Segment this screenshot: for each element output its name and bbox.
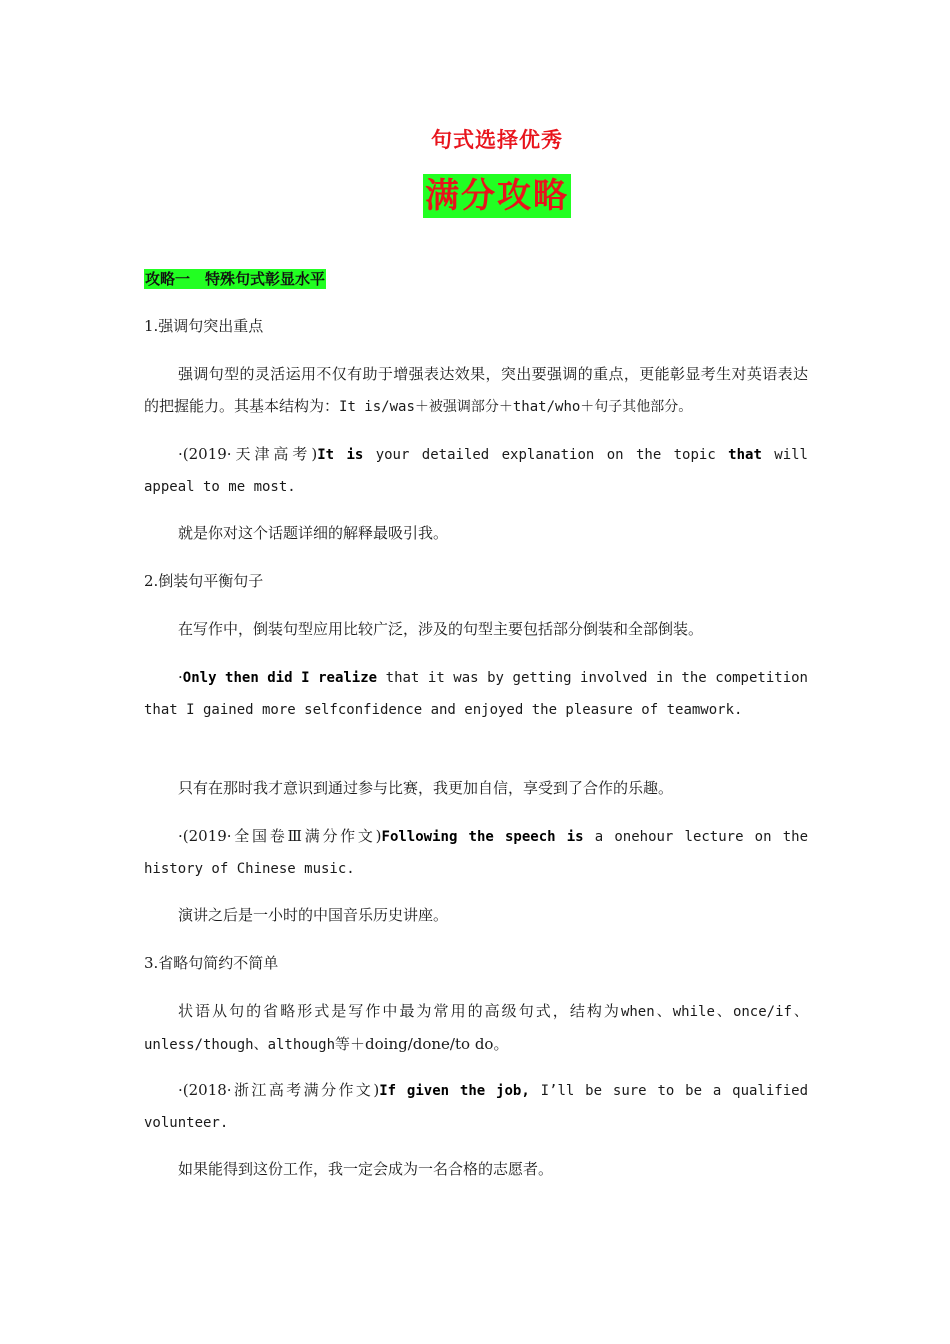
example-3-bold-1: Following the speech is — [381, 829, 584, 845]
example-4 — [144, 1074, 808, 1139]
translation-1: 就是你对这个话题详细的解释最吸引我。 — [178, 524, 449, 542]
example-2 — [144, 661, 808, 726]
section-heading — [144, 268, 326, 289]
translation-3: 演讲之后是一小时的中国音乐历史讲座。 — [178, 906, 449, 924]
paragraph-3-words-b: if、unless/though、although — [144, 1004, 808, 1053]
heading-3: 3.省略句简约不简单 — [144, 954, 279, 972]
example-4-source: ·(2018·浙江高考满分作文) — [178, 1081, 380, 1099]
translation-2: 只有在那时我才意识到通过参与比赛，我更加自信，享受到了合作的乐趣。 — [178, 779, 674, 797]
example-3-text-1: a onehour lecture on the history of Chinese music. — [144, 829, 808, 877]
example-1-bold-1: It is — [317, 447, 364, 463]
heading-2: 2.倒装句平衡句子 — [144, 572, 264, 590]
example-4-text-1: I’ll be sure to be a qualified volunteer. — [144, 1083, 808, 1131]
example-1-text-2: will appeal to me most. — [144, 447, 808, 495]
document-subtitle: 满分攻略 — [425, 176, 569, 216]
example-1 — [144, 438, 808, 503]
document-title: 句式选择优秀 — [431, 127, 563, 152]
example-2-source: · — [178, 668, 183, 686]
example-2-text-1: that it was by getting involved in the competition that I gained more selfconfidence and enjoyed the pleasure of teamwork. — [144, 670, 808, 718]
example-2-bold-1: Only then did I realize — [182, 670, 378, 686]
paragraph-3 — [144, 995, 808, 1061]
subtitle-wrap — [144, 174, 850, 218]
paragraph-1-formula: It is/was＋被强调部分＋that/who＋句子其他部分。 — [339, 399, 693, 415]
paragraph-3-words-c: 等＋doing/done/to do。 — [335, 1035, 509, 1053]
paragraph-1-line-a: 强调句型的灵活运用不仅有助于增强表达效果，突出要强调的重点，更能彰显考生对 — [178, 365, 747, 383]
paragraph-1-line-b: 英语表达的把握能力。其基本结构为： — [144, 365, 808, 415]
paragraph-3-words-a: when、while、once/ — [620, 1004, 776, 1020]
section-heading-text: 攻略一 特殊句式彰显水平 — [145, 270, 326, 288]
paragraph-2: 在写作中，倒装句型应用比较广泛，涉及的句型主要包括部分倒装和全部倒装。 — [178, 620, 704, 638]
example-1-text-1: your detailed explanation on the topic — [363, 447, 729, 463]
example-1-source: ·(2019·天津高考) — [178, 445, 318, 463]
example-1-bold-2: that — [728, 447, 762, 463]
example-3 — [144, 820, 808, 885]
example-3-source: ·(2019·全国卷Ⅲ满分作文) — [178, 827, 382, 845]
paragraph-1 — [144, 358, 808, 423]
heading-1: 1.强调句突出重点 — [144, 317, 264, 335]
translation-4: 如果能得到这份工作，我一定会成为一名合格的志愿者。 — [178, 1160, 554, 1178]
example-4-bold-1: If given the job, — [379, 1083, 530, 1099]
paragraph-3-line-a: 状语从句的省略形式是写作中最为常用的高级句式，结构为 — [178, 1002, 621, 1020]
